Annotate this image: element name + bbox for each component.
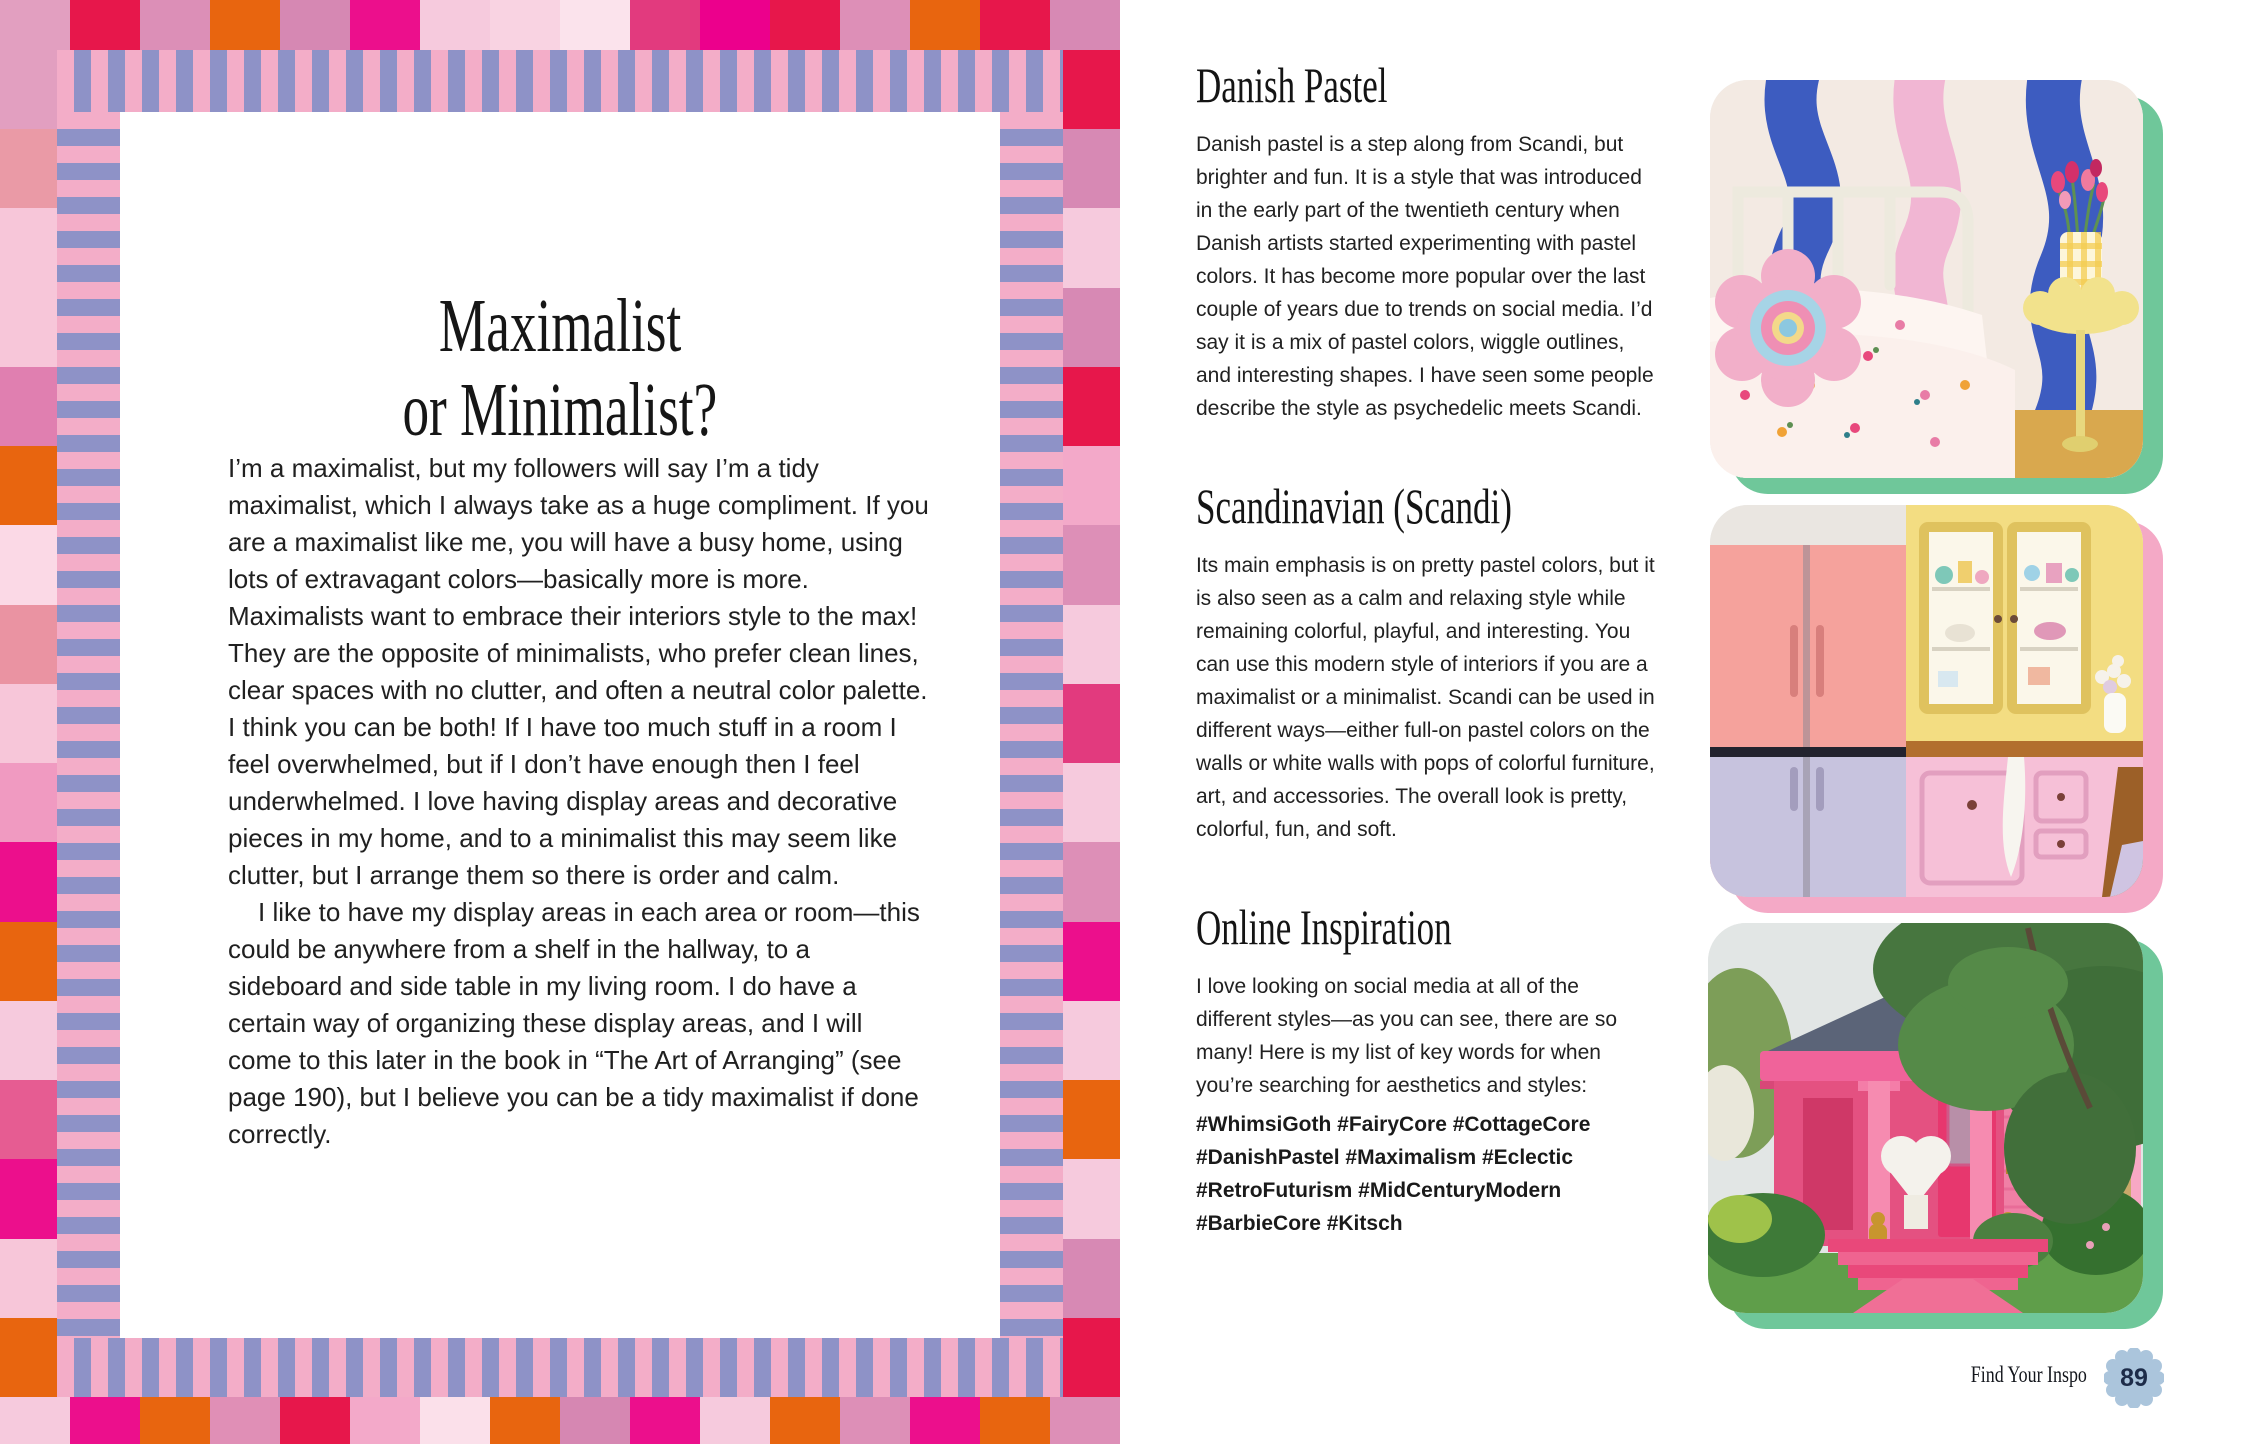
photo-danish-pastel-bedroom: [1710, 80, 2143, 478]
checker-square: [1063, 50, 1120, 129]
checker-square: [0, 605, 57, 684]
checker-square: [0, 1239, 57, 1318]
checker-square: [700, 0, 770, 50]
section-heading-online-inspiration: [1196, 900, 1658, 954]
checker-square: [0, 922, 57, 1001]
checker-square: [280, 1397, 350, 1444]
checker-square: [1063, 842, 1120, 921]
left-page-content: [120, 112, 1000, 1338]
section-heading-scandinavian: [1196, 479, 1658, 533]
checker-square: [1063, 684, 1120, 763]
checker-square: [0, 0, 70, 50]
checker-square: [0, 684, 57, 763]
checker-border-right: [1063, 50, 1120, 1397]
photo-frame: [1708, 923, 2143, 1313]
checker-square: [1063, 288, 1120, 367]
checker-square: [700, 1397, 770, 1444]
checker-square: [560, 0, 630, 50]
checker-square: [1063, 208, 1120, 287]
heading-text: Online Inspiration: [1196, 899, 1452, 955]
heading-text: Danish Pastel: [1196, 57, 1388, 113]
page-title: [120, 285, 1000, 452]
checker-square: [0, 1318, 57, 1397]
checker-square: [0, 1159, 57, 1238]
hashtag-line: #RetroFuturism #MidCenturyModern: [1196, 1179, 1562, 1202]
page-number-badge: [2104, 1348, 2164, 1408]
checker-square: [630, 1397, 700, 1444]
right-page-text-column: [1196, 58, 1658, 1240]
left-page-body: [228, 450, 930, 1153]
checker-square: [840, 0, 910, 50]
checker-square: [0, 842, 57, 921]
checker-square: [770, 1397, 840, 1444]
striped-frame-top: [57, 50, 1063, 112]
checker-square: [350, 0, 420, 50]
checker-square: [0, 50, 57, 129]
section-body-online-inspiration: I love looking on social media at all of the different styles—as you can see, there are so many! Here is my list of key words for when you’re searching for aesthetics and styles:: [1196, 975, 1618, 1097]
checker-square: [0, 446, 57, 525]
bedroom-illustration: [1710, 80, 2143, 478]
striped-frame-bottom: [57, 1338, 1063, 1397]
checker-square: [140, 1397, 210, 1444]
checker-border-bottom: [0, 1397, 1120, 1444]
checker-square: [1063, 1318, 1120, 1397]
checker-square: [1050, 1397, 1120, 1444]
photo-frame: [1710, 80, 2143, 478]
checker-square: [1063, 525, 1120, 604]
page-title-line1: Maximalist: [438, 283, 682, 368]
checker-border-left: [0, 50, 57, 1397]
checker-square: [1063, 446, 1120, 525]
checker-square: [630, 0, 700, 50]
checker-square: [0, 367, 57, 446]
checker-square: [490, 1397, 560, 1444]
checker-square: [70, 1397, 140, 1444]
checker-square: [0, 288, 57, 367]
striped-frame-left: [57, 112, 120, 1338]
checker-square: [490, 0, 560, 50]
checker-square: [0, 208, 57, 287]
hashtag-line: #WhimsiGoth #FairyCore #CottageCore: [1196, 1113, 1591, 1136]
checker-square: [280, 0, 350, 50]
checker-border-top: [0, 0, 1120, 50]
checker-square: [210, 1397, 280, 1444]
checker-square: [420, 0, 490, 50]
checker-square: [770, 0, 840, 50]
kitchen-illustration: [1710, 505, 2143, 897]
checker-square: [1063, 129, 1120, 208]
heading-text: Scandinavian (Scandi): [1196, 478, 1512, 534]
section-body-scandinavian: Its main emphasis is on pretty pastel colors, but it is also seen as a calm and relaxing style while remaining colorful, playful, and interesting. You can use this modern style of interiors if you are a maximalist or a minimalist. Scandi can be used in different ways—either full-on pastel colors on the walls or white walls with pops of colorful furniture, art, and accessories. The overall look is pretty, colorful, fun, and soft.: [1196, 554, 1655, 841]
checker-square: [420, 1397, 490, 1444]
checker-square: [0, 763, 57, 842]
section-body-danish-pastel: Danish pastel is a step along from Scandi, but brighter and fun. It is a style that was introduced in the early part of the twentieth century when Danish artists started experimenting with pastel colors. It has become more popular over the last couple of years due to trends on social media. I’d say it is a mix of pastel colors, wiggle outlines, and interesting shapes. I have seen some people describe the style as psychedelic meets Scandi.: [1196, 133, 1654, 420]
checker-square: [1063, 1080, 1120, 1159]
striped-frame-right: [1000, 112, 1063, 1338]
checker-square: [560, 1397, 630, 1444]
checker-square: [0, 1001, 57, 1080]
checker-square: [1063, 922, 1120, 1001]
running-footer: [1938, 1362, 2087, 1388]
checker-square: [840, 1397, 910, 1444]
house-illustration: [1708, 923, 2143, 1313]
hashtag-line: #DanishPastel #Maximalism #Eclectic: [1196, 1146, 1574, 1169]
checker-square: [0, 1397, 70, 1444]
checker-square: [980, 0, 1050, 50]
footer-label-text: Find Your Inspo: [1970, 1362, 2087, 1387]
checker-square: [1063, 1159, 1120, 1238]
checker-square: [1063, 1001, 1120, 1080]
checker-square: [0, 525, 57, 604]
page-number: 89: [2120, 1363, 2148, 1392]
checker-square: [910, 0, 980, 50]
checker-square: [980, 1397, 1050, 1444]
section-heading-danish-pastel: [1196, 58, 1658, 112]
hashtag-line: #BarbieCore #Kitsch: [1196, 1212, 1403, 1235]
photo-frame: [1710, 505, 2143, 897]
checker-square: [0, 129, 57, 208]
checker-square: [70, 0, 140, 50]
checker-square: [350, 1397, 420, 1444]
checker-square: [910, 1397, 980, 1444]
photo-pink-house: [1708, 923, 2143, 1313]
checker-square: [1050, 0, 1120, 50]
checker-square: [1063, 763, 1120, 842]
left-page: [0, 0, 1120, 1444]
body-paragraph-1: I’m a maximalist, but my followers will say I’m a tidy maximalist, which I always take as a huge compliment. If you are a maximalist like me, you will have a busy home, using lots of extravagant colors—basically more is more. Maximalists want to embrace their interiors style to the max! They are the opposite of minimalists, who prefer clean lines, clear spaces with no clutter, and often a neutral color palette. I think you can be both! If I have too much stuff in a room I feel overwhelmed, but if I don’t have enough then I feel underwhelmed. I love having display areas and decorative pieces in my home, and to a minimalist this may seem like clutter, but I arrange them so there is order and calm.: [228, 453, 929, 890]
page-title-line2: or Minimalist?: [402, 367, 718, 452]
photo-scandi-kitchen: [1710, 505, 2143, 897]
checker-square: [0, 1080, 57, 1159]
hashtag-list: [1196, 1108, 1658, 1240]
checker-square: [1063, 367, 1120, 446]
checker-square: [1063, 605, 1120, 684]
checker-square: [1063, 1239, 1120, 1318]
body-paragraph-2: I like to have my display areas in each area or room—this could be anywhere from a shelf in the hallway, to a sideboard and side table in my living room. I do have a certain way of organizing these display areas, and I will come to this later in the book in “The Art of Arranging” (see page 190), but I believe you can be a tidy maximalist if done correctly.: [228, 897, 920, 1149]
checker-square: [140, 0, 210, 50]
checker-square: [210, 0, 280, 50]
